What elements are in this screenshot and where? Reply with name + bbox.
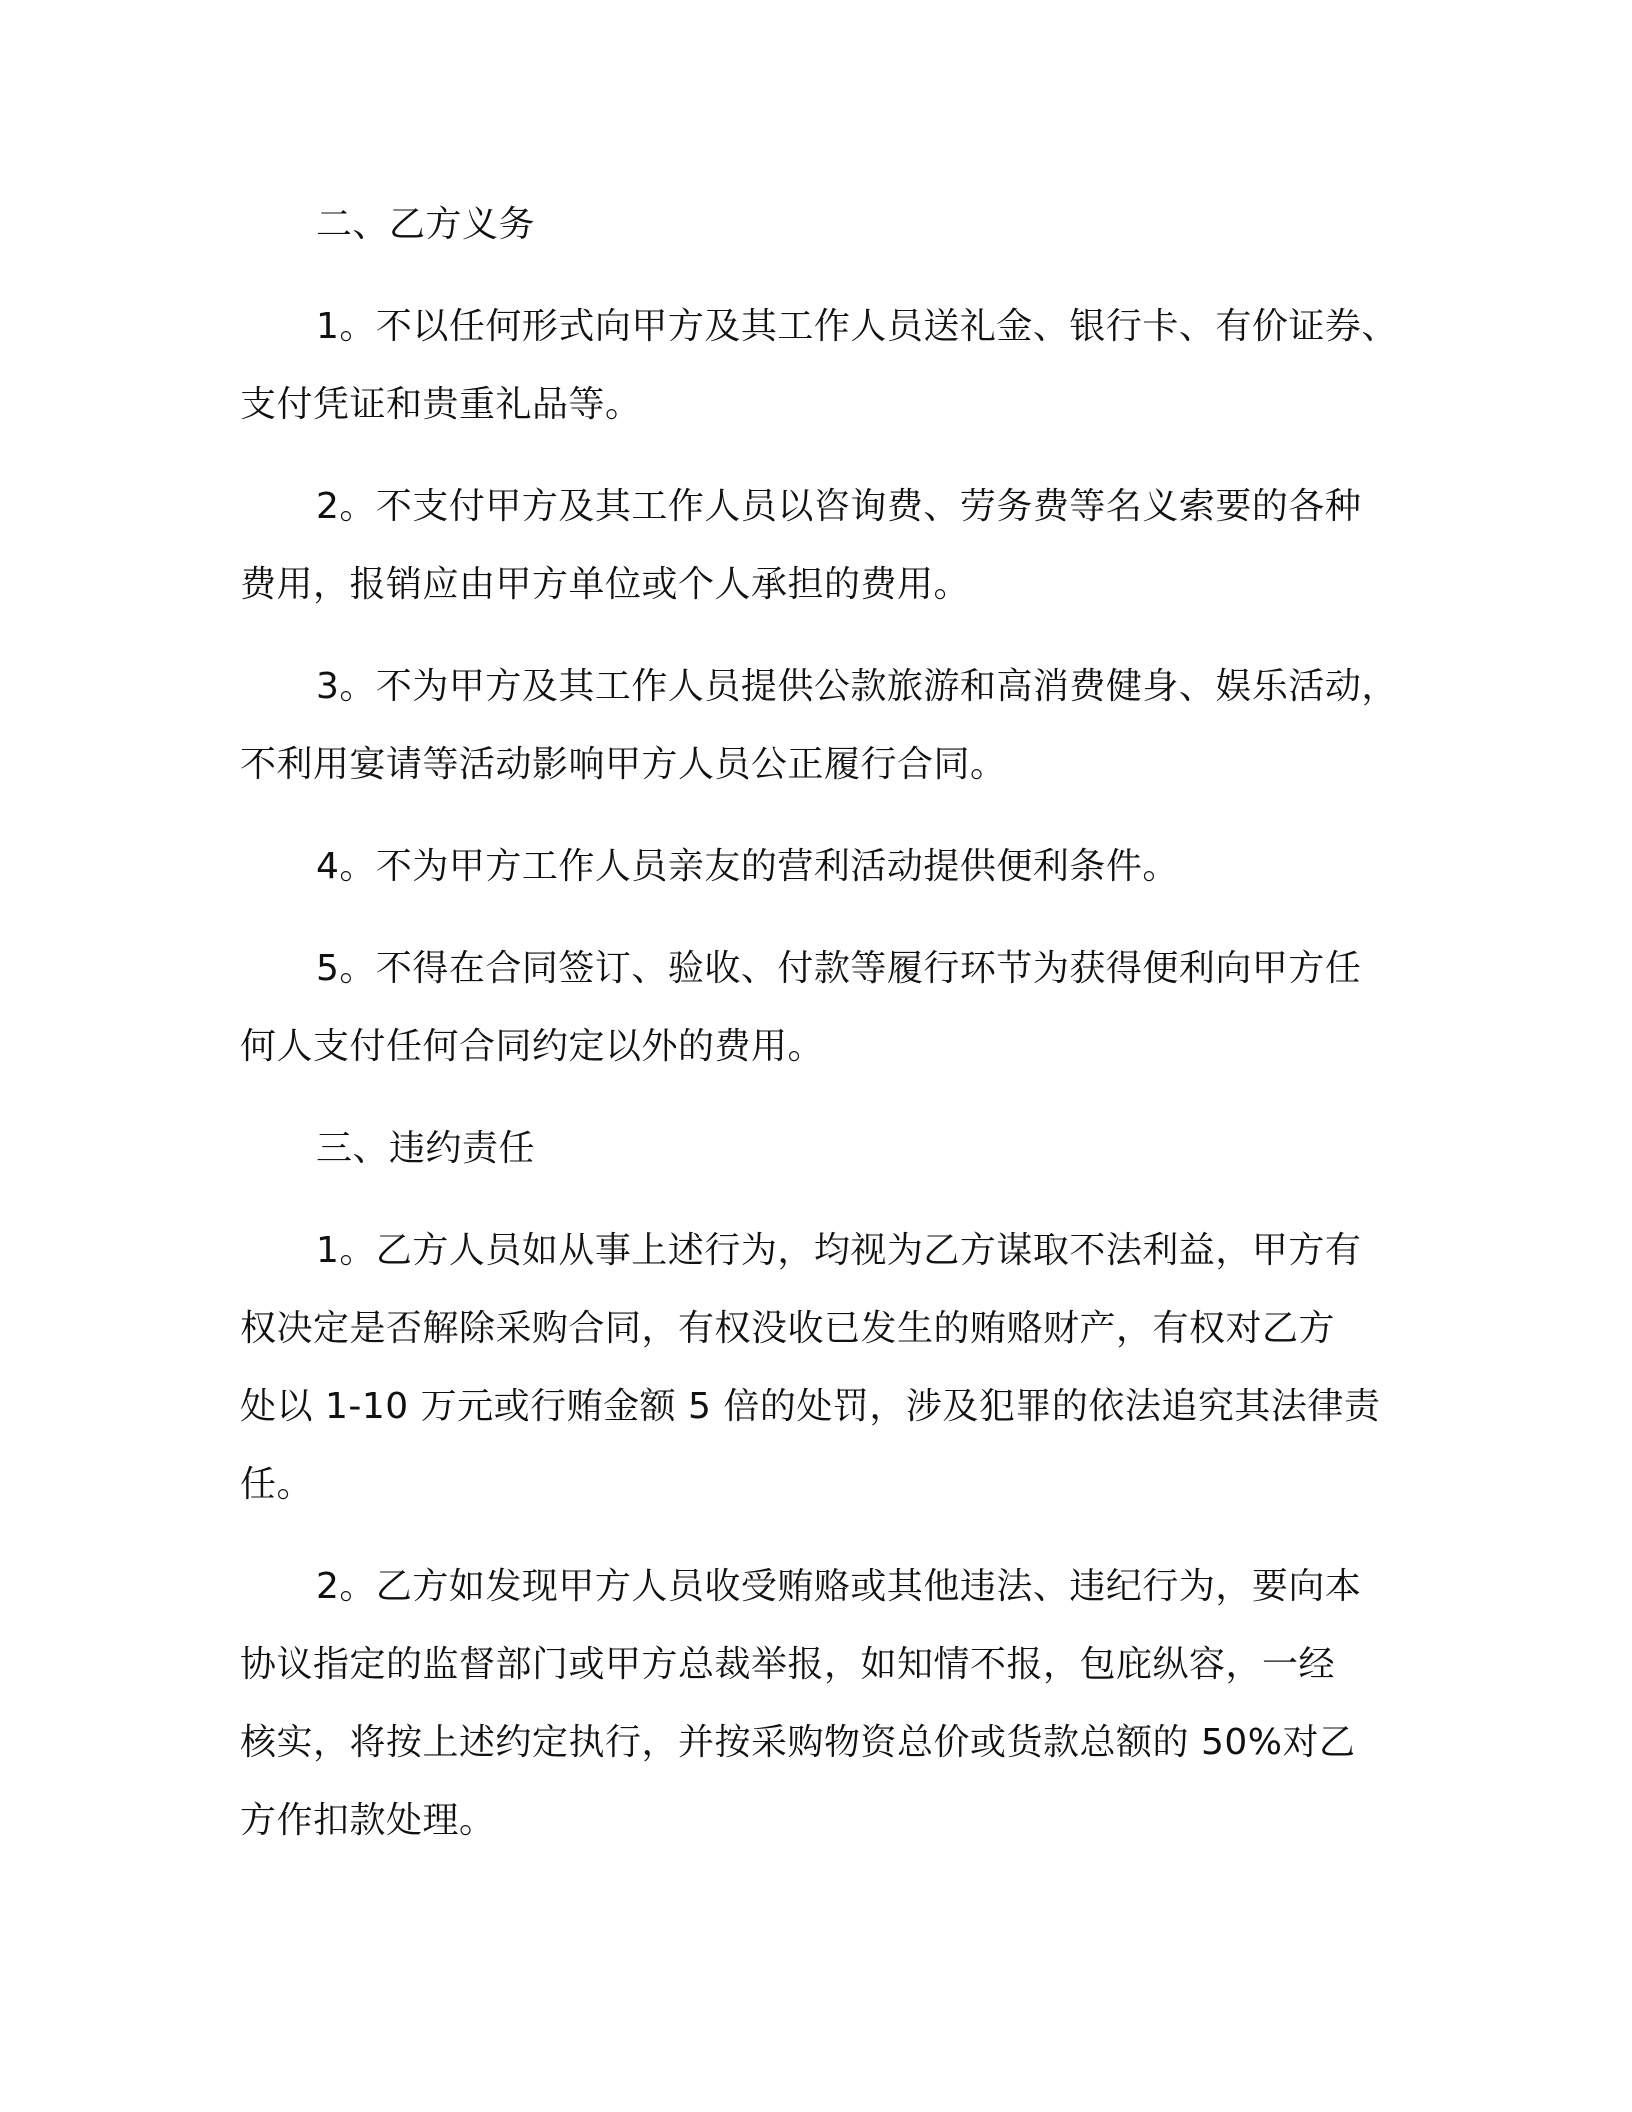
paragraph-line: 2。乙方如发现甲方人员收受贿赂或其他违法、违纪行为，要向本 — [316, 1566, 1362, 1607]
obligation-item-3 — [240, 648, 1398, 804]
obligation-item-4 — [240, 828, 1390, 906]
paragraph-line: 费用，报销应由甲方单位或个人承担的费用。 — [240, 564, 971, 605]
paragraph-line: 2。不支付甲方及其工作人员以咨询费、劳务费等名义索要的各种 — [316, 486, 1362, 527]
paragraph-line: 任。 — [240, 1464, 314, 1505]
paragraph-line: 4。不为甲方工作人员亲友的营利活动提供便利条件。 — [316, 846, 1179, 887]
paragraph-line: 3。不为甲方及其工作人员提供公款旅游和高消费健身、娱乐活动， — [316, 666, 1398, 707]
paragraph-line: 5。不得在合同签订、验收、付款等履行环节为获得便利向甲方任 — [316, 948, 1362, 989]
document-body — [240, 186, 1398, 1884]
paragraph-line: 权决定是否解除采购合同，有权没收已发生的贿赂财产，有权对乙方 — [240, 1308, 1336, 1349]
paragraph-line: 1。不以任何形式向甲方及其工作人员送礼金、银行卡、有价证券、 — [316, 306, 1398, 347]
obligation-item-1 — [240, 288, 1398, 444]
paragraph-line: 不利用宴请等活动影响甲方人员公正履行合同。 — [240, 744, 1007, 785]
obligation-item-2 — [240, 468, 1390, 624]
section-heading-obligations: 二、乙方义务 — [316, 204, 536, 245]
paragraph-line: 1。乙方人员如从事上述行为，均视为乙方谋取不法利益，甲方有 — [316, 1230, 1362, 1271]
liability-item-1 — [240, 1212, 1390, 1524]
liability-item-2 — [240, 1548, 1390, 1860]
paragraph-line: 方作扣款处理。 — [240, 1800, 496, 1841]
section-heading-liability: 三、违约责任 — [316, 1128, 536, 1169]
obligation-item-5 — [240, 930, 1390, 1086]
paragraph-line: 核实，将按上述约定执行，并按采购物资总价或货款总额的 50%对乙 — [240, 1722, 1356, 1763]
paragraph-line: 处以 1-10 万元或行贿金额 5 倍的处罚，涉及犯罪的依法追究其法律责 — [240, 1386, 1381, 1427]
paragraph-line: 支付凭证和贵重礼品等。 — [240, 384, 642, 425]
paragraph-line: 协议指定的监督部门或甲方总裁举报，如知情不报，包庇纵容，一经 — [240, 1644, 1336, 1685]
paragraph-line: 何人支付任何合同约定以外的费用。 — [240, 1026, 825, 1067]
